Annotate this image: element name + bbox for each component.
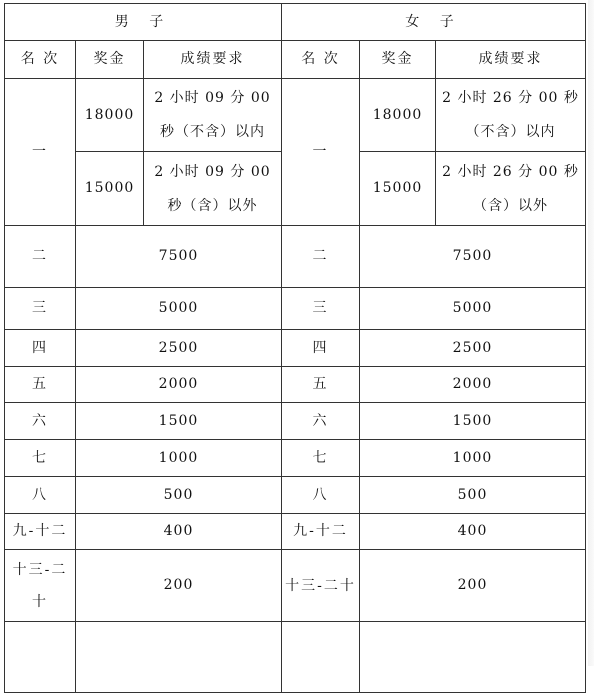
- table-row: [5, 514, 586, 550]
- women-prize-cell: 200: [360, 550, 586, 622]
- group-header-row: [5, 4, 586, 41]
- women-prize-cell: 7500: [360, 226, 586, 288]
- women-rank-cell: 七: [282, 440, 360, 477]
- women-rank-cell: 八: [282, 477, 360, 514]
- column-header-row: [5, 41, 586, 79]
- table-row: [5, 622, 586, 693]
- women-first-rank-cell: 一: [282, 79, 360, 226]
- men-prize-cell: 2000: [76, 367, 282, 403]
- men-first-prize-cell: 15000: [76, 152, 144, 226]
- women-rank-cell: 四: [282, 330, 360, 367]
- men-prize-cell: 1500: [76, 403, 282, 440]
- women-prize-cell: 2500: [360, 330, 586, 367]
- men-prize-cell: 1000: [76, 440, 282, 477]
- men-rank-cell: 二: [5, 226, 76, 288]
- men-prize-cell: 400: [76, 514, 282, 550]
- women-first-requirement-cell: 2 小时 26 分 00 秒（含）以外: [436, 152, 586, 226]
- table-row: [5, 330, 586, 367]
- table-row: [5, 440, 586, 477]
- men-requirement-header: 成绩要求: [144, 41, 282, 79]
- women-prize-cell: 1500: [360, 403, 586, 440]
- women-rank-header: 名 次: [282, 41, 360, 79]
- women-rank-cell: 十三-二十: [282, 550, 360, 622]
- men-rank-cell: 五: [5, 367, 76, 403]
- women-prize-cell: 5000: [360, 288, 586, 330]
- men-rank-cell: 八: [5, 477, 76, 514]
- men-prize-cell: 500: [76, 477, 282, 514]
- women-prize-cell: [360, 622, 586, 693]
- men-first-requirement-cell: 2 小时 09 分 00 秒（不含）以内: [144, 79, 282, 152]
- men-first-requirement-cell: 2 小时 09 分 00 秒（含）以外: [144, 152, 282, 226]
- men-prize-cell: 200: [76, 550, 282, 622]
- women-prize-cell: 2000: [360, 367, 586, 403]
- prize-table: [4, 3, 586, 693]
- men-rank-cell: 四: [5, 330, 76, 367]
- women-prize-cell: 1000: [360, 440, 586, 477]
- women-first-prize-cell: 18000: [360, 79, 436, 152]
- men-first-prize-cell: 18000: [76, 79, 144, 152]
- women-rank-cell: 九-十二: [282, 514, 360, 550]
- women-first-requirement-cell: 2 小时 26 分 00 秒（不含）以内: [436, 79, 586, 152]
- women-group-header: 女 子: [282, 4, 586, 41]
- men-rank-cell: 六: [5, 403, 76, 440]
- women-prize-cell: 400: [360, 514, 586, 550]
- men-prize-header: 奖金: [76, 41, 144, 79]
- men-prize-cell: 2500: [76, 330, 282, 367]
- table-row: [5, 367, 586, 403]
- men-rank-cell: 七: [5, 440, 76, 477]
- men-rank-cell: [5, 622, 76, 693]
- table-row: [5, 226, 586, 288]
- men-rank-header: 名 次: [5, 41, 76, 79]
- men-rank-cell: 三: [5, 288, 76, 330]
- women-prize-cell: 500: [360, 477, 586, 514]
- men-rank-cell: 十三-二十: [5, 550, 76, 622]
- men-prize-cell: 7500: [76, 226, 282, 288]
- table-row: [5, 550, 586, 622]
- men-prize-cell: [76, 622, 282, 693]
- men-prize-cell: 5000: [76, 288, 282, 330]
- men-first-rank-cell: 一: [5, 79, 76, 226]
- women-rank-cell: 五: [282, 367, 360, 403]
- table-row: [5, 79, 586, 152]
- table-row: [5, 288, 586, 330]
- women-rank-cell: [282, 622, 360, 693]
- table-row: [5, 477, 586, 514]
- table-row: [5, 403, 586, 440]
- women-requirement-header: 成绩要求: [436, 41, 586, 79]
- women-first-prize-cell: 15000: [360, 152, 436, 226]
- prize-table-frame: [4, 3, 585, 660]
- men-group-header: 男 子: [5, 4, 282, 41]
- women-rank-cell: 二: [282, 226, 360, 288]
- women-rank-cell: 六: [282, 403, 360, 440]
- page-edge: [588, 0, 594, 666]
- women-rank-cell: 三: [282, 288, 360, 330]
- men-rank-cell: 九-十二: [5, 514, 76, 550]
- women-prize-header: 奖金: [360, 41, 436, 79]
